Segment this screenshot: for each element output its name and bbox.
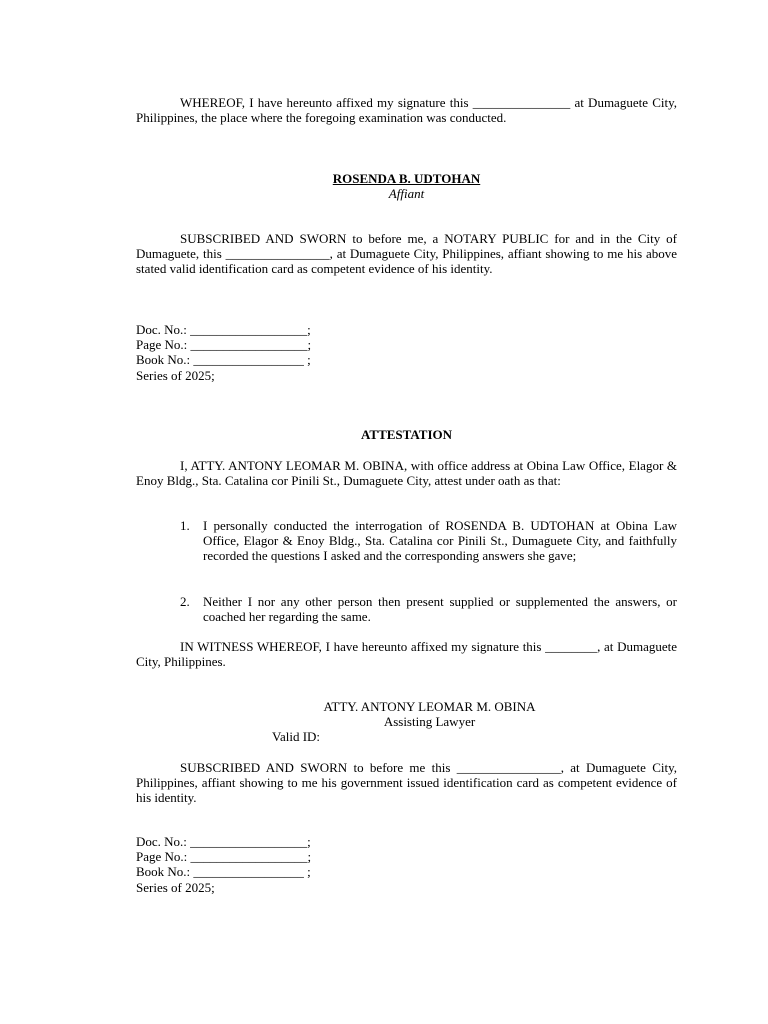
- doc-number-line: Doc. No.: __________________;: [136, 322, 311, 337]
- doc-number-line: Doc. No.: __________________;: [136, 834, 311, 849]
- attestation-item-2: [180, 594, 677, 624]
- lawyer-title: Assisting Lawyer: [383, 714, 476, 729]
- notarial-block-2: [136, 834, 677, 895]
- jurat-paragraph-2: SUBSCRIBED AND SWORN to before me this ________________, at Dumaguete City, Philippines, affiant showing to me his government issued identification card as competent evidence of his identity.: [136, 760, 677, 806]
- series-line: Series of 2025;: [136, 367, 215, 383]
- item-number: 2.: [180, 594, 190, 609]
- attestation-heading: ATTESTATION: [360, 427, 453, 442]
- attestation-intro: I, ATTY. ANTONY LEOMAR M. OBINA, with office address at Obina Law Office, Elagor & Enoy Bldg., Sta. Catalina cor Pinili St., Dumaguete City, attest under oath as that:: [136, 458, 677, 489]
- item-text: I personally conducted the interrogation of ROSENDA B. UDTOHAN at Obina Law Office, Elagor & Enoy Bldg., Sta. Catalina cor Pinili St., Dumaguete City, and faithfully recorded the questions I asked and the corresponding answers she gave;: [203, 518, 677, 564]
- witness-paragraph: IN WITNESS WHEREOF, I have hereunto affixed my signature this ________, at Dumaguete City, Philippines.: [136, 639, 677, 670]
- book-number-line: Book No.: _________________ ;: [136, 352, 311, 368]
- page-number-line: Page No.: __________________;: [136, 849, 312, 865]
- notarial-block-1: [136, 322, 677, 383]
- affiant-label: Affiant: [388, 186, 425, 201]
- lawyer-name: ATTY. ANTONY LEOMAR M. OBINA: [323, 699, 536, 714]
- jurat-paragraph-1: SUBSCRIBED AND SWORN to before me, a NOTARY PUBLIC for and in the City of Dumaguete, this ________________, at Dumaguete City, Philippines, affiant showing to me his above stated valid identification card as competent evidence of his identity.: [136, 231, 677, 277]
- whereof-paragraph: WHEREOF, I have hereunto affixed my signature this _______________ at Dumaguete City, Philippines, the place where the foregoing examination was conducted.: [136, 95, 677, 126]
- book-number-line: Book No.: _________________ ;: [136, 864, 311, 880]
- valid-id-label: Valid ID:: [272, 729, 321, 744]
- attestation-item-1: [180, 518, 677, 564]
- series-line: Series of 2025;: [136, 879, 215, 895]
- affiant-name: ROSENDA B. UDTOHAN: [332, 171, 481, 186]
- item-text: Neither I nor any other person then present supplied or supplemented the answers, or coached her regarding the same.: [203, 594, 677, 625]
- item-number: 1.: [180, 518, 190, 533]
- page-number-line: Page No.: __________________;: [136, 337, 312, 353]
